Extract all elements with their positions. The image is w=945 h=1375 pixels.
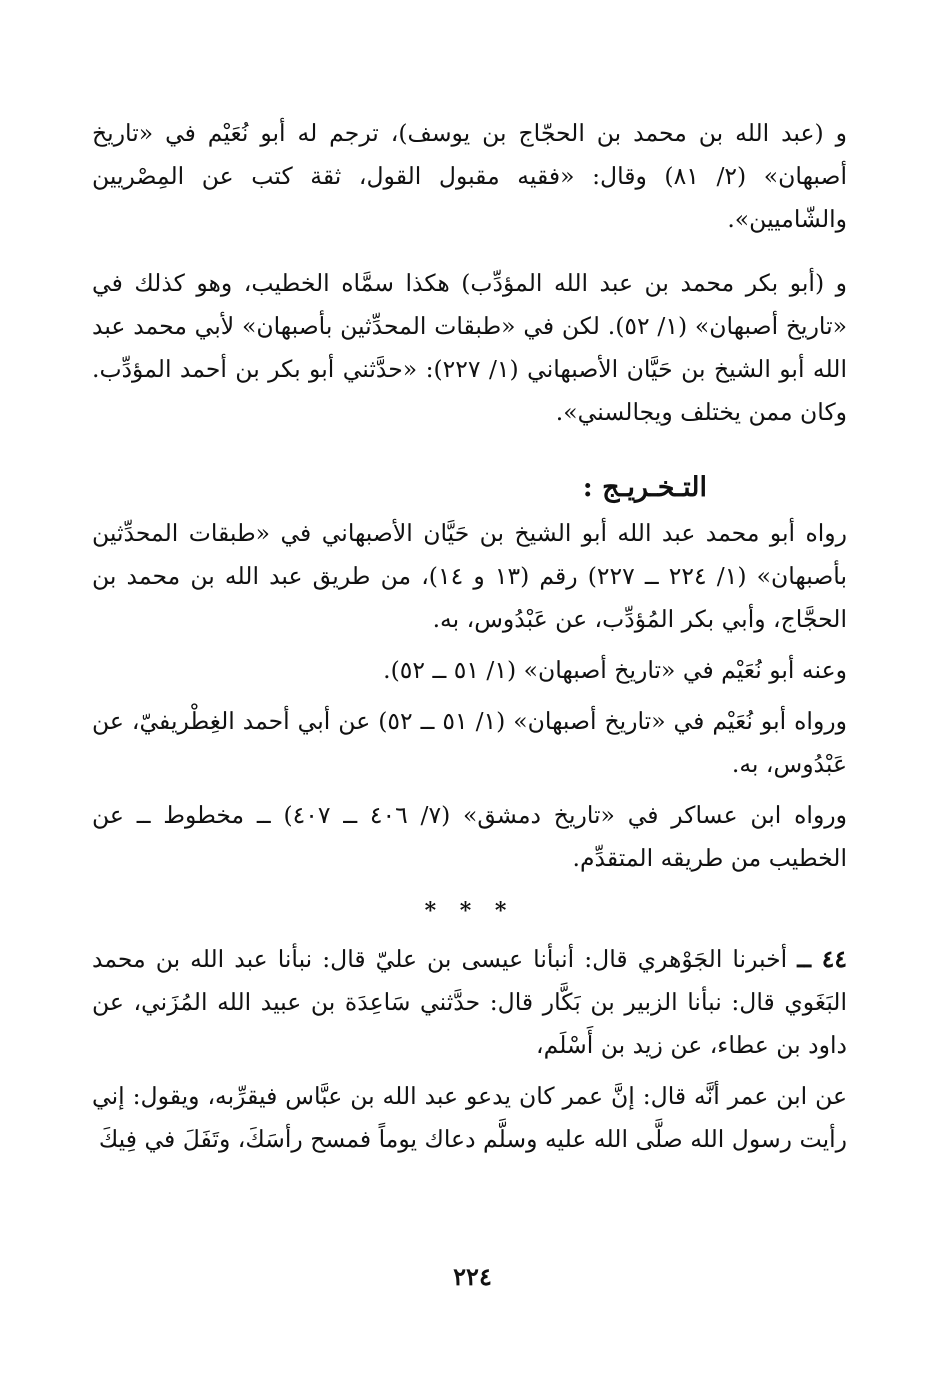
- paragraph-hadith-matn: عن ابن عمر أنَّه قال: إنَّ عمر كان يدعو عبد الله بن عبَّاس فيقرِّبه، ويقول: إني رأيت رسول الله صلَّى الله عليه وسلَّم دعاك يوماً فمسح رأسَكَ، وتَفَلَ في فِيكَ: [92, 1082, 847, 1153]
- hadith-isnad-text: أخبرنا الجَوْهري قال: أنبأنا عيسى بن عليّ قال: نبأنا عبد الله بن محمد البَغَوي قال: نبأنا الزبير بن بَكَّار قال: حدَّثني سَاعِدَة بن عبيد الله المُزَني، عن داود بن عطاء، عن زيد بن أَسْلَم،: [92, 945, 847, 1059]
- page-body: [92, 112, 847, 1169]
- paragraph-takhrij-abu-nuaym-2: ورواه أبو نُعَيْم في «تاريخ أصبهان» (١/ ٥١ ــ ٥٢) عن أبي أحمد الغِطْريفيّ، عن عَبْدُوس، به.: [92, 707, 848, 778]
- section-title-takhrij: التـخـريـج :: [582, 472, 707, 503]
- paragraph-hadith-isnad: [92, 938, 847, 1067]
- paragraph-takhrij-abu-nuaym-1: وعنه أبو نُعَيْم في «تاريخ أصبهان» (١/ ٥١ ــ ٥٢).: [383, 656, 847, 684]
- paragraph-narrator-abu-bakr: و (أبو بكر محمد بن عبد الله المؤدِّب) هكذا سمَّاه الخطيب، وهو كذلك في «تاريخ أصبهان» (١/ ٥٢). لكن في «طبقات المحدِّثين بأصبهان» لأبي محمد عبد الله أبو الشيخ بن حَيَّان الأصبهاني (١/ ٢٢٧): «حدَّثني أبو بكر بن أحمد المؤدِّب. وكان ممن يختلف ويجالسني».: [92, 269, 848, 426]
- section-separator: * * *: [424, 898, 515, 924]
- page-number: ٢٢٤: [453, 1262, 492, 1291]
- paragraph-takhrij-ibn-asakir: ورواه ابن عساكر في «تاريخ دمشق» (٧/ ٤٠٦ ــ ٤٠٧) ــ مخطوط ــ عن الخطيب من طريقه المتقدِّم.: [92, 801, 847, 872]
- paragraph-narrator-abdullah: و (عبد الله بن محمد بن الحجّاج بن يوسف)، ترجم له أبو نُعَيْم في «تاريخ أصبهان» (٢/ ٨١) وقال: «فقيه مقبول القول، ثقة كتب عن المِصْريين والشّاميين».: [92, 119, 847, 233]
- paragraph-takhrij-abu-al-shaykh: رواه أبو محمد عبد الله أبو الشيخ بن حَيَّان الأصبهاني في «طبقات المحدِّثين بأصبهان» (١/ ٢٢٤ ــ ٢٢٧) رقم (١٣ و ١٤)، من طريق عبد الله بن محمد بن الحجَّاج، وأبي بكر المُؤدِّب، عن عَبْدُوس، به.: [92, 519, 848, 633]
- hadith-number: ٤٤ ــ: [797, 945, 847, 973]
